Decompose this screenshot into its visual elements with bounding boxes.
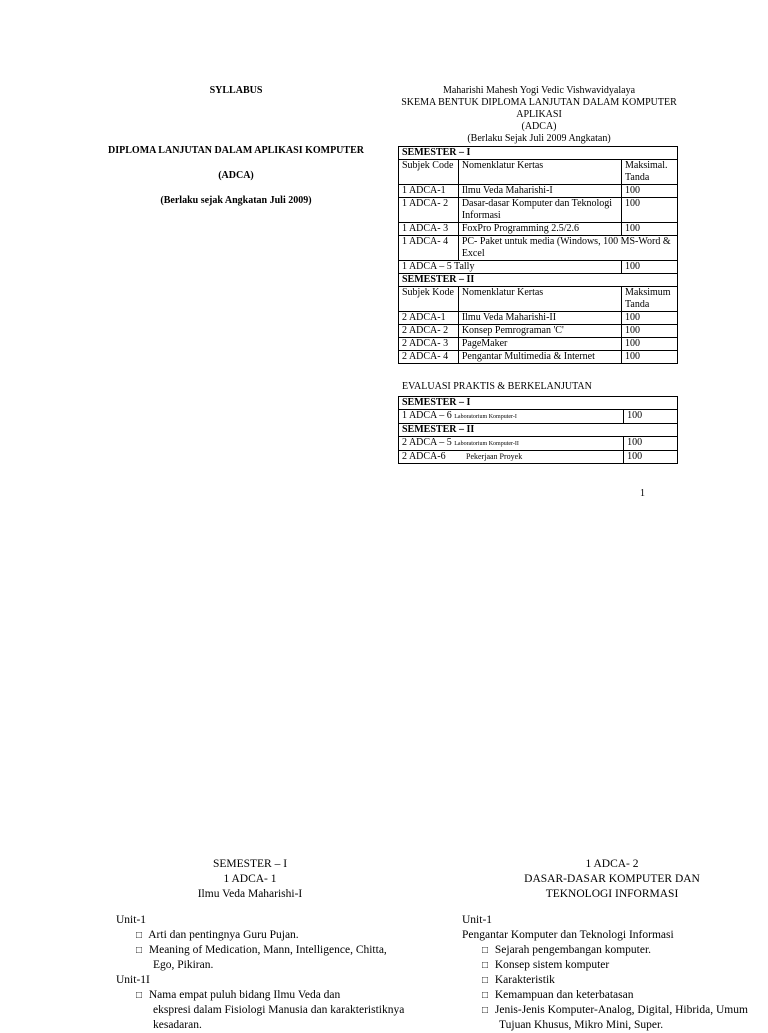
max-marks: 100 [622,325,678,338]
subject-code: 1 ADCA- 4 [399,236,459,261]
semester-label: SEMESTER – II [399,274,678,287]
list-item-continuation: Ego, Pikiran. [153,959,214,971]
page2-right-body [462,913,768,1033]
subject-name: Dasar-dasar Komputer dan Teknologi Informasi [458,198,621,223]
subject-code: 2 ADCA- 3 [399,338,459,351]
list-item [462,958,768,973]
subject-code: 1 ADCA – 6 [402,410,452,421]
list-item-continuation: ekspresi dalam Fisiologi Manusia dan karakteristiknya [153,1004,405,1016]
max-marks: 100 [622,312,678,325]
subject-name: Konsep Pemrograman 'C' [458,325,621,338]
unit-heading: Unit-1 [462,914,493,926]
table-header-row [399,160,678,185]
list-item-continuation: Tujuan Khusus, Mikro Mini, Super. [499,1019,664,1031]
list-item-text: Sejarah pengembangan komputer. [494,944,652,956]
list-item-text: Arti dan pentingnya Guru Pujan. [148,929,299,941]
practical-title: EVALUASI PRAKTIS & BERKELANJUTAN [402,381,592,392]
semester-heading: SEMESTER – I [212,858,288,870]
table-row [399,312,678,325]
checkbox-bullet-icon: □ [482,1005,489,1016]
list-item [462,973,768,988]
page2-right-header [482,857,742,902]
subject-name: Ilmu Veda Maharishi-II [458,312,621,325]
subject-name: PageMaker [458,338,621,351]
list-item [116,988,436,1003]
unit-heading: Unit-1 [116,914,147,926]
list-item-continuation: kesadaran. [153,1019,202,1031]
scheme-title-cont: APLIKASI [516,109,562,120]
list-item [462,1003,768,1018]
list-item-text: Karakteristik [494,974,555,986]
subject-code: 1 ADCA – 5 Tally [399,261,622,274]
header-cell: Subjek Kode [399,287,459,312]
subject-code: 2 ADCA-6 [402,451,446,462]
table-row [399,325,678,338]
max-marks: 100 [622,223,678,236]
checkbox-bullet-icon: □ [482,975,489,986]
max-marks: 100 [622,261,678,274]
max-marks: 100 [622,338,678,351]
checkbox-bullet-icon: □ [482,990,489,1001]
practical-subject [399,410,624,424]
page-number: 1 [640,488,645,499]
table-row [399,451,678,464]
checkbox-bullet-icon: □ [136,945,143,956]
subject-code: 2 ADCA- 4 [399,351,459,364]
table-row [399,236,678,261]
semester-row [399,397,678,410]
list-item-text: Kemampuan dan keterbatasan [494,989,634,1001]
course-title-cont: TEKNOLOGI INFORMASI [545,888,679,900]
checkbox-bullet-icon: □ [482,960,489,971]
semester-row [399,424,678,437]
list-item-text: Jenis-Jenis Komputer-Analog, Digital, Hibrida, Umum [494,1004,748,1016]
practical-subject [399,437,624,451]
unit-subtitle: Pengantar Komputer dan Teknologi Informasi [462,929,674,941]
checkbox-bullet-icon: □ [482,945,489,956]
semester-row [399,147,678,160]
checkbox-bullet-icon: □ [136,990,143,1001]
table-header-row [399,287,678,312]
checkbox-bullet-icon: □ [136,930,143,941]
max-marks: 100 [624,410,678,424]
table-row [399,198,678,223]
max-marks: 100 [622,351,678,364]
diploma-title: DIPLOMA LANJUTAN DALAM APLIKASI KOMPUTER [108,145,364,156]
list-item-text: Konsep sistem komputer [494,959,610,971]
subject-code: 2 ADCA-1 [399,312,459,325]
subject-name: Pekerjaan Proyek [466,452,523,461]
header-cell: Nomenklatur Kertas [458,160,621,185]
list-item [462,988,768,1003]
subject-name: Laboratorium Komputer-I [454,414,517,420]
table-row [399,338,678,351]
max-marks: 100 [624,451,678,464]
subject-code: 1 ADCA- 3 [399,223,459,236]
table-row [399,410,678,424]
scheme-header [398,85,680,145]
diploma-validity: (Berlaku sejak Angkatan Juli 2009) [160,195,312,206]
syllabus-heading: SYLLABUS [209,85,263,96]
scheme-validity: (Berlaku Sejak Juli 2009 Angkatan) [467,133,611,144]
subject-name: Laboratorium Komputer-II [454,441,519,447]
semester-row [399,274,678,287]
diploma-abbr: (ADCA) [218,170,254,181]
university-name: Maharishi Mahesh Yogi Vedic Vishwavidyalaya [442,85,636,96]
course-code: 1 ADCA- 1 [223,873,277,885]
subject-code: 1 ADCA-1 [399,185,459,198]
subject-name: Ilmu Veda Maharishi-I [458,185,621,198]
max-marks: 100 [622,198,678,223]
table-row [399,437,678,451]
subject-code: 1 ADCA- 2 [399,198,459,223]
table-row [399,261,678,274]
header-cell: Maksimal. Tanda [622,160,678,185]
table-row [399,351,678,364]
scheme-abbr: (ADCA) [521,121,557,132]
header-cell: Maksimum Tanda [622,287,678,312]
semester-label: SEMESTER – I [399,397,678,410]
list-item [116,943,436,958]
subject-name: FoxPro Programming 2.5/2.6 [458,223,621,236]
header-cell: Subjek Code [399,160,459,185]
list-item-text: Nama empat puluh bidang Ilmu Veda dan [148,989,341,1001]
course-title: Ilmu Veda Maharishi-I [197,888,303,900]
subject-name: PC- Paket untuk media (Windows, 100 MS-Word & Excel [458,236,677,261]
page2-left-header [160,857,340,902]
page2-left-body [116,913,436,1033]
max-marks: 100 [622,185,678,198]
practical-table [398,396,678,464]
scheme-title: SKEMA BENTUK DIPLOMA LANJUTAN DALAM KOMPUTER [401,97,677,108]
course-code: 1 ADCA- 2 [585,858,639,870]
list-item [462,943,768,958]
unit-heading: Unit-1I [116,974,150,986]
list-item [116,928,436,943]
subject-name: Pengantar Multimedia & Internet [458,351,621,364]
subject-code: 2 ADCA- 2 [399,325,459,338]
semester-label: SEMESTER – I [399,147,678,160]
table-row [399,185,678,198]
subject-code: 2 ADCA – 5 [402,437,452,448]
scheme-table [398,146,678,364]
header-cell: Nomenklatur Kertas [458,287,621,312]
course-title: DASAR-DASAR KOMPUTER DAN [524,873,700,885]
semester-label: SEMESTER – II [399,424,678,437]
practical-subject [399,451,624,464]
table-row [399,223,678,236]
list-item-text: Meaning of Medication, Mann, Intelligence, Chitta, [148,944,387,956]
max-marks: 100 [624,437,678,451]
